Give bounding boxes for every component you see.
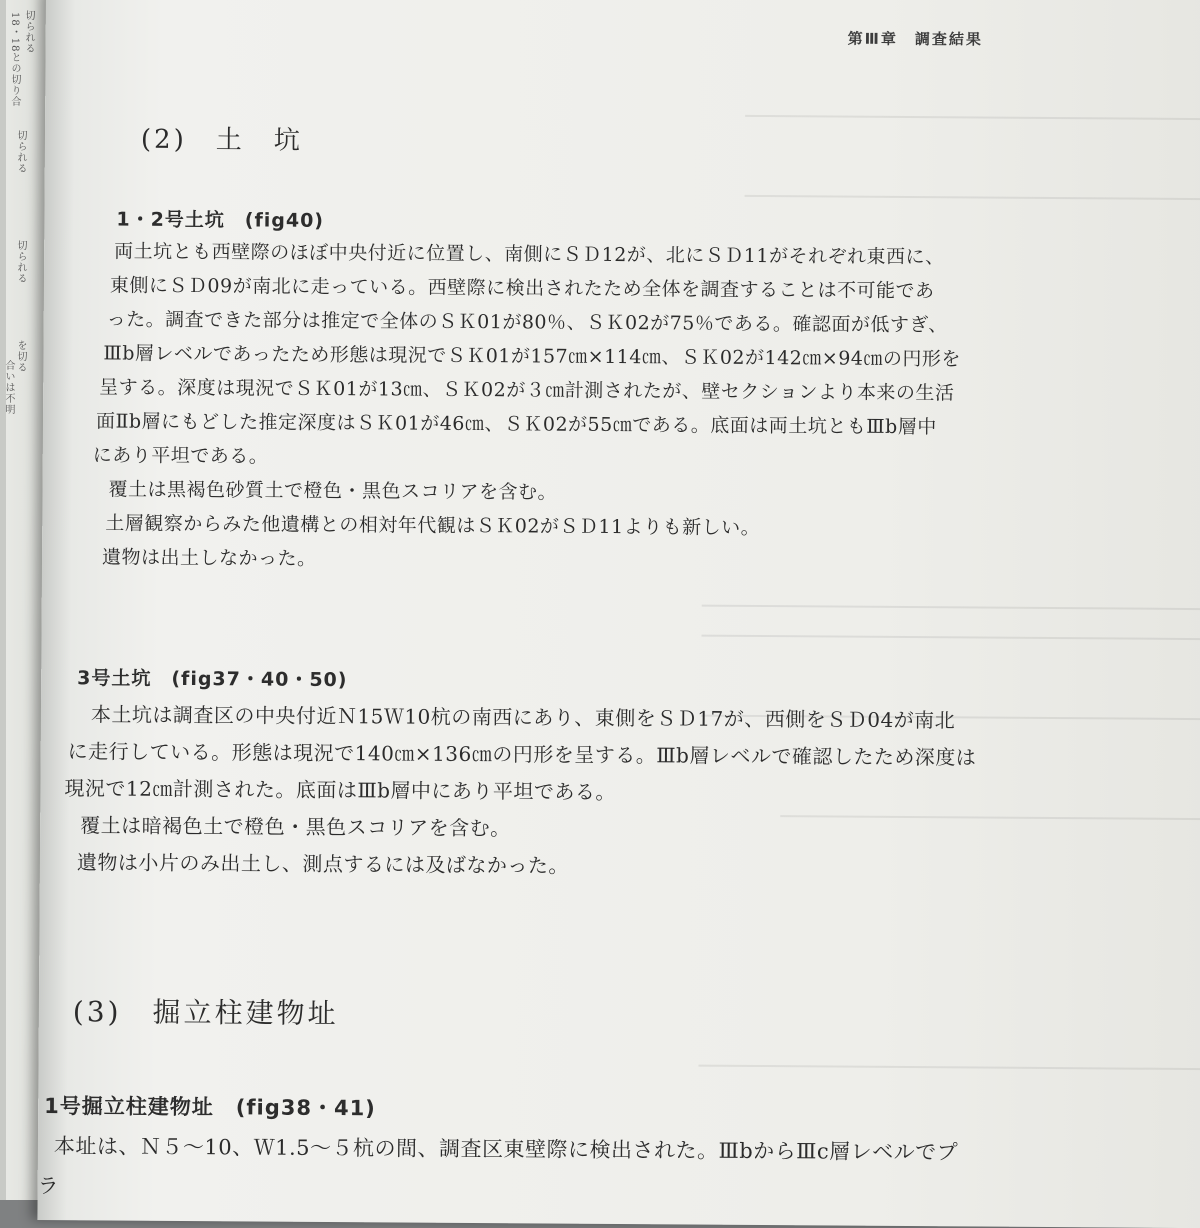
paragraph-line: 本土坑は調査区の中央付近Ｎ15Ｗ10杭の南西にあり、東側をＳＤ17が、西側をＳＤ04が南北: [90, 702, 956, 733]
left-page-fragment: 18・18との切り合: [9, 12, 20, 108]
paragraph-line: 覆土は暗褐色土で橙色・黒色スコリアを含む。: [80, 813, 511, 841]
paragraph-line: 両土坑とも西壁際のほぼ中央付近に位置し、南側にＳＤ12が、北にＳＤ11がそれぞれ東西に、: [114, 240, 945, 269]
section-heading-pillar-buildings: (3) 掘立柱建物址: [72, 995, 339, 1031]
paragraph-line: 土層観察からみた他遺構との相対年代観はＳＫ02がＳＤ11よりも新しい。: [105, 512, 761, 539]
document-page: [37, 0, 1200, 1228]
paragraph-line: にあり平坦である。: [92, 444, 269, 468]
paragraph-line: ラ: [37, 1173, 60, 1199]
paragraph-line: 現況で12㎝計測された。底面はⅢb層中にあり平坦である。: [64, 776, 617, 804]
subsection-title-pit-3: 3号土坑 (fig37・40・50): [77, 667, 348, 692]
paragraph-line: 本址は、Ｎ５～10、Ｗ1.5～５杭の間、調査区東壁際に検出された。ⅢbからⅢc層レベルでプ: [53, 1134, 959, 1165]
show-through-table: [678, 74, 1200, 1128]
left-page-fragment: 合いは不明: [3, 360, 14, 415]
running-head: 第Ⅲ章 調査結果: [847, 29, 983, 49]
paragraph-line: Ⅲb層レベルであったため形態は現況でＳＫ01が157㎝×114㎝、ＳＫ02が142㎝×94㎝の円形を: [103, 342, 961, 371]
subsection-title-pit-1-2: 1・2号土坑 (fig40): [116, 208, 325, 232]
paragraph-line: 遺物は小片のみ出土し、測点するには及ばなかった。: [76, 850, 569, 878]
subsection-title-pillar-building-1: 1号掘立柱建物址 (fig38・41): [44, 1094, 376, 1121]
paragraph-line: 東側にＳＤ09が南北に走っている。西壁際に検出されたため全体を調査することは不可能であ: [109, 274, 935, 303]
paragraph-line: に走行している。形態は現況で140㎝×136㎝の円形を呈する。Ⅲb層レベルで確認したため深度は: [67, 739, 977, 770]
left-page-edge: [0, 0, 6, 1200]
section-heading-pits: (2) 土 坑: [140, 124, 303, 156]
paragraph-line: 呈する。深度は現況でＳＫ01が13㎝、ＳＫ02が３㎝計測されたが、壁セクションより本来の生活: [99, 376, 955, 405]
paragraph-line: 面Ⅱb層にもどした推定深度はＳＫ01が46㎝、ＳＫ02が55㎝である。底面は両土坑ともⅢb層中: [95, 410, 937, 439]
paragraph-line: 覆土は黒褐色砂質土で橙色・黒色スコリアを含む。: [108, 478, 558, 504]
left-page-fragment: を切る: [15, 340, 26, 373]
left-page-fragment: 切られる: [23, 10, 34, 54]
paragraph-line: 遺物は出土しなかった。: [101, 546, 317, 570]
left-page-fragment: 切られる: [15, 240, 26, 284]
paragraph-line: った。調査できた部分は推定で全体のＳＫ01が80％、ＳＫ02が75％である。確認面が低すぎ、: [106, 308, 948, 337]
left-page-fragment: 切られる: [15, 130, 26, 174]
